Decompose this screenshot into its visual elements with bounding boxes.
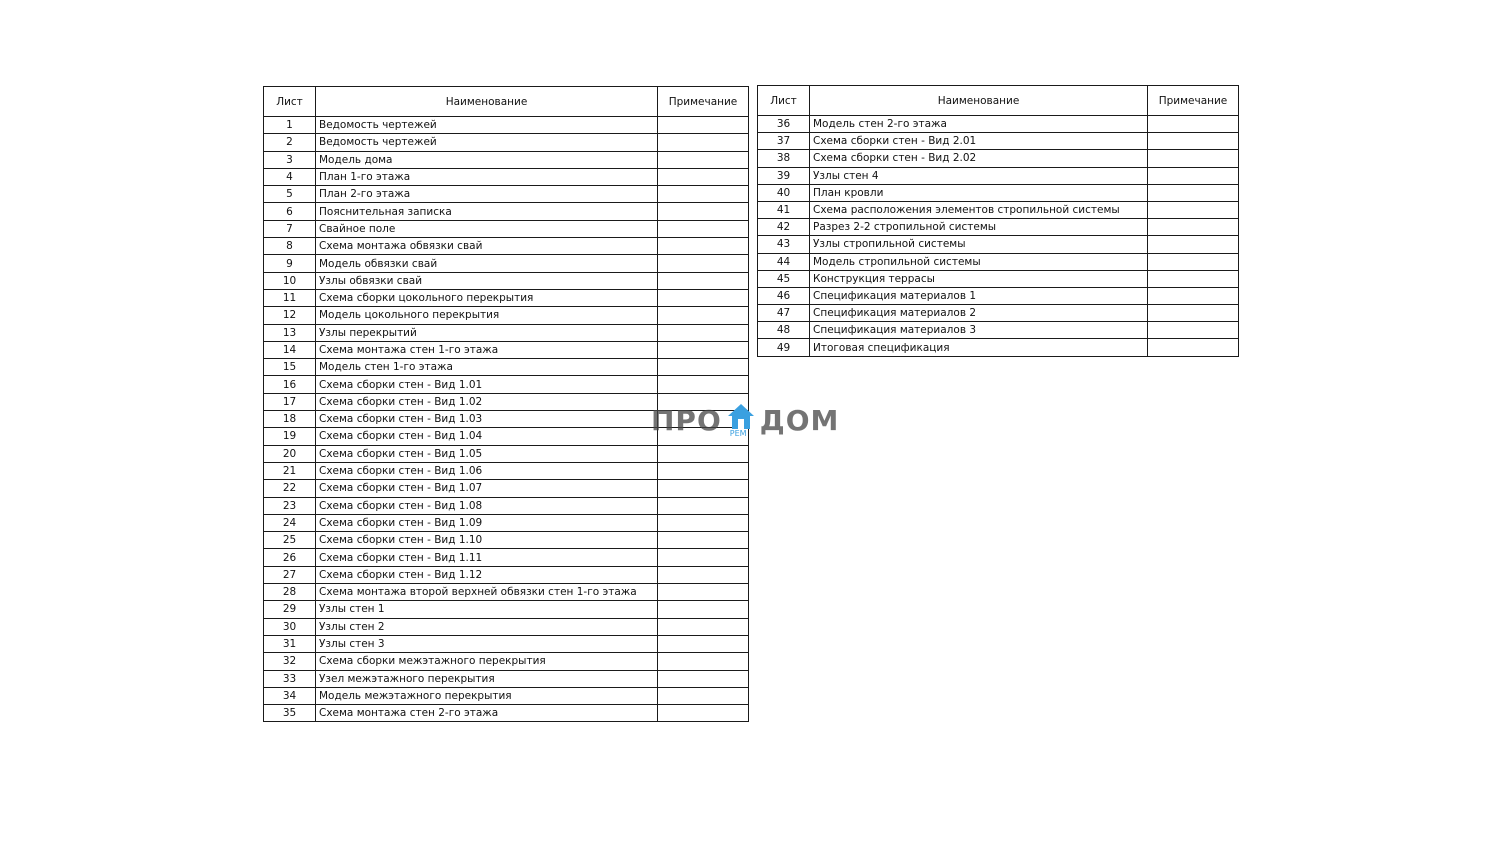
sheet-name-cell: Модель межэтажного перекрытия (316, 687, 658, 704)
sheet-note-cell (658, 497, 749, 514)
table-row (264, 480, 749, 497)
table-row (264, 324, 749, 341)
sheet-name-cell: Схема сборки цокольного перекрытия (316, 289, 658, 306)
sheet-name-cell: Схема сборки стен - Вид 1.02 (316, 393, 658, 410)
sheet-name-cell: План 2-го этажа (316, 186, 658, 203)
table-row (264, 584, 749, 601)
sheet-number-cell: 24 (264, 514, 316, 531)
sheet-note-cell (658, 203, 749, 220)
sheet-number-cell: 15 (264, 359, 316, 376)
table-row (264, 497, 749, 514)
sheet-note-cell (1148, 201, 1239, 218)
sheet-number-cell: 4 (264, 168, 316, 185)
table-row (264, 117, 749, 134)
sheet-number-cell: 33 (264, 670, 316, 687)
header-name: Наименование (316, 87, 658, 117)
sheet-name-cell: Схема монтажа стен 2-го этажа (316, 705, 658, 722)
sheet-number-cell: 32 (264, 653, 316, 670)
table-row (758, 270, 1239, 287)
sheet-name-cell: Схема сборки стен - Вид 1.04 (316, 428, 658, 445)
sheet-note-cell (1148, 270, 1239, 287)
watermark-logo (651, 402, 839, 438)
table-row (264, 705, 749, 722)
table-row (264, 289, 749, 306)
table-row (758, 339, 1239, 356)
sheet-note-cell (1148, 236, 1239, 253)
sheet-number-cell: 11 (264, 289, 316, 306)
table-row (758, 253, 1239, 270)
sheet-note-cell (658, 117, 749, 134)
sheet-note-cell (658, 532, 749, 549)
sheet-name-cell: Узлы стен 1 (316, 601, 658, 618)
sheet-name-cell: Итоговая спецификация (810, 339, 1148, 356)
sheet-note-cell (658, 566, 749, 583)
sheet-name-cell: Схема сборки стен - Вид 1.03 (316, 411, 658, 428)
sheet-number-cell: 23 (264, 497, 316, 514)
sheet-number-cell: 3 (264, 151, 316, 168)
sheet-number-cell: 17 (264, 393, 316, 410)
sheet-note-cell (658, 134, 749, 151)
sheet-number-cell: 37 (758, 133, 810, 150)
sheet-name-cell: Спецификация материалов 1 (810, 287, 1148, 304)
sheet-number-cell: 21 (264, 462, 316, 479)
sheet-name-cell: Схема сборки стен - Вид 1.08 (316, 497, 658, 514)
table-row (264, 514, 749, 531)
sheet-name-cell: Схема сборки стен - Вид 1.11 (316, 549, 658, 566)
sheet-note-cell (658, 289, 749, 306)
sheet-number-cell: 9 (264, 255, 316, 272)
sheet-number-cell: 28 (264, 584, 316, 601)
sheet-number-cell: 35 (264, 705, 316, 722)
sheet-number-cell: 14 (264, 341, 316, 358)
sheet-note-cell (658, 462, 749, 479)
house-icon (726, 402, 756, 438)
sheet-number-cell: 49 (758, 339, 810, 356)
sheet-number-cell: 47 (758, 305, 810, 322)
header-note: Примечание (1148, 86, 1239, 116)
sheet-note-cell (658, 376, 749, 393)
sheet-number-cell: 29 (264, 601, 316, 618)
sheet-number-cell: 30 (264, 618, 316, 635)
sheet-note-cell (658, 601, 749, 618)
sheet-name-cell: Узлы обвязки свай (316, 272, 658, 289)
sheet-number-cell: 7 (264, 220, 316, 237)
sheet-note-cell (1148, 339, 1239, 356)
table-row (264, 670, 749, 687)
sheet-name-cell: Ведомость чертежей (316, 134, 658, 151)
sheet-note-cell (658, 341, 749, 358)
table-row (264, 445, 749, 462)
table-row (264, 359, 749, 376)
sheet-note-cell (658, 272, 749, 289)
sheet-number-cell: 5 (264, 186, 316, 203)
sheet-name-cell: Схема сборки стен - Вид 1.01 (316, 376, 658, 393)
table-row (758, 150, 1239, 167)
sheet-name-cell: Узел межэтажного перекрытия (316, 670, 658, 687)
sheet-name-cell: Узлы стен 2 (316, 618, 658, 635)
table-row (264, 341, 749, 358)
sheet-number-cell: 13 (264, 324, 316, 341)
sheet-note-cell (658, 549, 749, 566)
header-name: Наименование (810, 86, 1148, 116)
table-row (264, 653, 749, 670)
sheet-number-cell: 36 (758, 116, 810, 133)
sheet-name-cell: Схема сборки стен - Вид 1.05 (316, 445, 658, 462)
sheet-name-cell: Схема сборки стен - Вид 1.10 (316, 532, 658, 549)
sheet-name-cell: Конструкция террасы (810, 270, 1148, 287)
sheet-number-cell: 39 (758, 167, 810, 184)
table-row (264, 532, 749, 549)
table-row (264, 186, 749, 203)
sheet-note-cell (658, 514, 749, 531)
sheet-name-cell: Узлы перекрытий (316, 324, 658, 341)
sheet-number-cell: 26 (264, 549, 316, 566)
sheet-name-cell: Модель стен 1-го этажа (316, 359, 658, 376)
sheet-note-cell (1148, 287, 1239, 304)
sheet-number-cell: 46 (758, 287, 810, 304)
sheet-note-cell (658, 238, 749, 255)
table-header-row (758, 86, 1239, 116)
sheet-name-cell: Спецификация материалов 2 (810, 305, 1148, 322)
sheet-name-cell: Пояснительная записка (316, 203, 658, 220)
table-row (264, 635, 749, 652)
table-row (758, 167, 1239, 184)
sheet-number-cell: 45 (758, 270, 810, 287)
table-row (758, 305, 1239, 322)
sheet-note-cell (658, 670, 749, 687)
sheet-number-cell: 48 (758, 322, 810, 339)
watermark-sub-text: РЕМ (729, 429, 747, 438)
sheet-name-cell: План 1-го этажа (316, 168, 658, 185)
sheet-note-cell (658, 324, 749, 341)
sheet-name-cell: Схема монтажа стен 1-го этажа (316, 341, 658, 358)
table-row (758, 116, 1239, 133)
sheet-note-cell (658, 359, 749, 376)
header-sheet: Лист (264, 87, 316, 117)
sheet-number-cell: 27 (264, 566, 316, 583)
table-row (264, 307, 749, 324)
watermark-right-text: ДОМ (759, 403, 840, 437)
table-row (264, 462, 749, 479)
table-row (264, 376, 749, 393)
table-row (758, 184, 1239, 201)
drawings-register-table-right (757, 85, 1239, 357)
table-header-row (264, 87, 749, 117)
sheet-name-cell: Схема сборки стен - Вид 2.02 (810, 150, 1148, 167)
table-row (758, 133, 1239, 150)
sheet-number-cell: 20 (264, 445, 316, 462)
table-row (264, 618, 749, 635)
table-row (758, 287, 1239, 304)
sheet-number-cell: 8 (264, 238, 316, 255)
table-row (264, 134, 749, 151)
sheet-name-cell: Модель стропильной системы (810, 253, 1148, 270)
table-row (264, 549, 749, 566)
table-row (264, 255, 749, 272)
sheet-number-cell: 31 (264, 635, 316, 652)
table-row (264, 151, 749, 168)
sheet-number-cell: 1 (264, 117, 316, 134)
sheet-name-cell: Схема сборки межэтажного перекрытия (316, 653, 658, 670)
sheet-number-cell: 10 (264, 272, 316, 289)
sheet-number-cell: 6 (264, 203, 316, 220)
table-row (264, 601, 749, 618)
sheet-note-cell (1148, 167, 1239, 184)
sheet-name-cell: Схема сборки стен - Вид 1.09 (316, 514, 658, 531)
sheet-note-cell (658, 307, 749, 324)
sheet-note-cell (658, 445, 749, 462)
sheet-name-cell: Свайное поле (316, 220, 658, 237)
sheet-name-cell: Спецификация материалов 3 (810, 322, 1148, 339)
sheet-note-cell (658, 584, 749, 601)
table-row (758, 236, 1239, 253)
sheet-number-cell: 41 (758, 201, 810, 218)
sheet-note-cell (658, 687, 749, 704)
sheet-number-cell: 42 (758, 219, 810, 236)
sheet-note-cell (658, 255, 749, 272)
header-note: Примечание (658, 87, 749, 117)
sheet-note-cell (658, 618, 749, 635)
table-row (758, 219, 1239, 236)
sheet-note-cell (658, 480, 749, 497)
sheet-name-cell: Схема монтажа второй верхней обвязки стен 1-го этажа (316, 584, 658, 601)
sheet-name-cell: Схема монтажа обвязки свай (316, 238, 658, 255)
sheet-name-cell: Модель дома (316, 151, 658, 168)
sheet-name-cell: Модель цокольного перекрытия (316, 307, 658, 324)
watermark-left-text: ПРО (651, 403, 722, 437)
sheet-number-cell: 19 (264, 428, 316, 445)
sheet-note-cell (1148, 219, 1239, 236)
sheet-name-cell: Схема сборки стен - Вид 1.06 (316, 462, 658, 479)
sheet-note-cell (658, 705, 749, 722)
table-row (264, 220, 749, 237)
sheet-name-cell: Схема сборки стен - Вид 1.12 (316, 566, 658, 583)
sheet-name-cell: Разрез 2-2 стропильной системы (810, 219, 1148, 236)
sheet-name-cell: Модель стен 2-го этажа (810, 116, 1148, 133)
sheet-note-cell (1148, 322, 1239, 339)
sheet-note-cell (1148, 305, 1239, 322)
sheet-number-cell: 43 (758, 236, 810, 253)
table-row (758, 201, 1239, 218)
sheet-note-cell (1148, 116, 1239, 133)
sheet-note-cell (1148, 150, 1239, 167)
sheet-name-cell: Узлы стен 3 (316, 635, 658, 652)
sheet-note-cell (658, 151, 749, 168)
sheet-number-cell: 22 (264, 480, 316, 497)
sheet-note-cell (658, 635, 749, 652)
sheet-name-cell: Ведомость чертежей (316, 117, 658, 134)
sheet-name-cell: Схема расположения элементов стропильной системы (810, 201, 1148, 218)
sheet-note-cell (1148, 184, 1239, 201)
table-row (264, 687, 749, 704)
sheet-number-cell: 34 (264, 687, 316, 704)
sheet-name-cell: Модель обвязки свай (316, 255, 658, 272)
sheet-note-cell (658, 168, 749, 185)
table-row (264, 203, 749, 220)
sheet-number-cell: 18 (264, 411, 316, 428)
sheet-name-cell: Схема сборки стен - Вид 2.01 (810, 133, 1148, 150)
sheet-number-cell: 2 (264, 134, 316, 151)
table-body-right (758, 116, 1239, 357)
sheet-number-cell: 16 (264, 376, 316, 393)
sheet-name-cell: Узлы стропильной системы (810, 236, 1148, 253)
sheet-note-cell (658, 653, 749, 670)
sheet-note-cell (1148, 253, 1239, 270)
table-row (758, 322, 1239, 339)
sheet-note-cell (1148, 133, 1239, 150)
sheet-number-cell: 25 (264, 532, 316, 549)
sheet-name-cell: Схема сборки стен - Вид 1.07 (316, 480, 658, 497)
header-sheet: Лист (758, 86, 810, 116)
sheet-number-cell: 44 (758, 253, 810, 270)
table-row (264, 566, 749, 583)
table-row (264, 272, 749, 289)
table-row (264, 168, 749, 185)
sheet-name-cell: Узлы стен 4 (810, 167, 1148, 184)
table-row (264, 238, 749, 255)
sheet-number-cell: 38 (758, 150, 810, 167)
sheet-number-cell: 40 (758, 184, 810, 201)
sheet-note-cell (658, 186, 749, 203)
sheet-number-cell: 12 (264, 307, 316, 324)
sheet-name-cell: План кровли (810, 184, 1148, 201)
sheet-note-cell (658, 220, 749, 237)
